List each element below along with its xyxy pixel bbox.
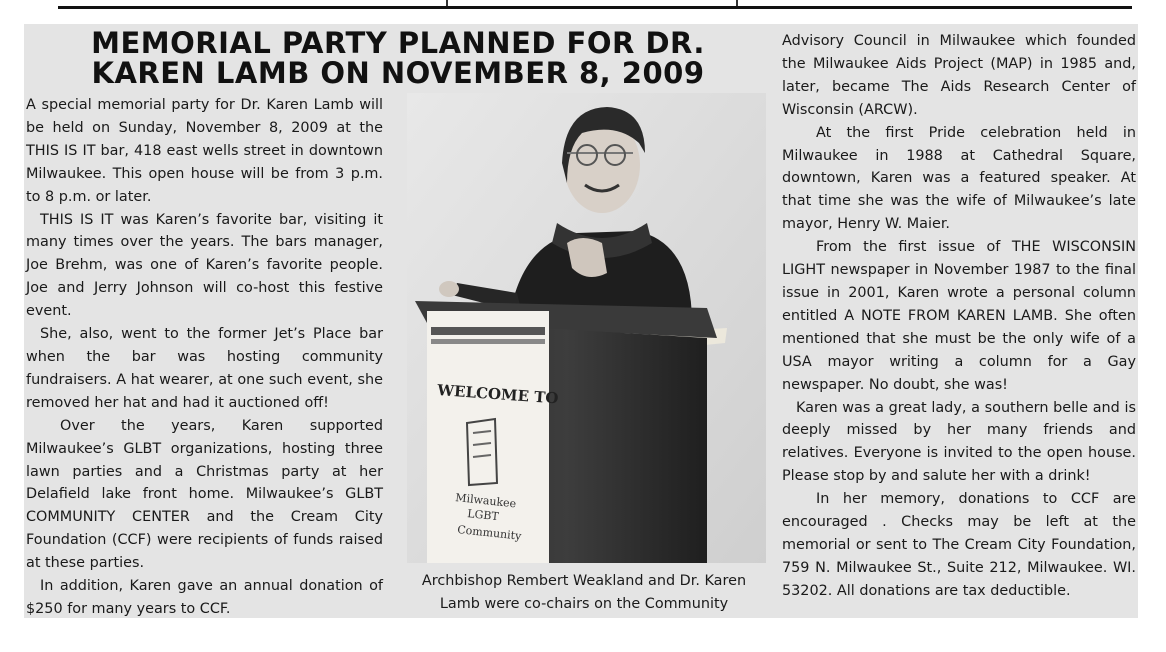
article-headline [28, 28, 768, 88]
paragraph: Karen was a great lady, a southern belle and is deeply missed by her many friends and relatives. Everyone is invited to the open house. Please stop by and salute her with a drink! [782, 399, 1136, 485]
paragraph: A special memorial party for Dr. Karen Lamb will be held on Sunday, November 8, 2009 at the THIS IS IT bar, 418 east wells street in downtown Milwaukee. This open house will be from 3 p.m. to 8 p.m. or later. [26, 97, 383, 205]
sign-text: Milwaukee [454, 491, 517, 511]
paragraph: In her memory, donations to CCF are encouraged . Checks may be left at the memorial or sent to The Cream City Foundation, 759 N. Milwaukee St., Suite 212, Milwaukee. WI. 53202. All donations are tax deductible. [782, 491, 1136, 599]
sign-stripe [431, 339, 545, 344]
sign-text: Community [456, 523, 522, 543]
paragraph: In addition, Karen gave an annual donation of $250 for many years to CCF. [26, 578, 383, 617]
left-column [26, 94, 383, 621]
article-photo [407, 93, 766, 563]
photo-illustration [407, 93, 766, 563]
podium [415, 301, 717, 563]
sign-text: WELCOME TO [436, 381, 560, 408]
paragraph: Advisory Council in Milwaukee which founded the Milwaukee Aids Project (MAP) in 1985 and, later, became The Aids Research Center of Wisconsin (ARCW). [782, 33, 1136, 118]
fold-tick [446, 0, 448, 6]
headline-line-1: MEMORIAL PARTY PLANNED FOR DR. [91, 26, 705, 60]
podium-sign [427, 311, 549, 563]
paragraph: She, also, went to the former Jet’s Place bar when the bar was hosting community fundraisers. A hat wearer, at one such event, she removed her hat and had it auctioned off! [26, 326, 383, 411]
sign-text: LGBT [466, 507, 500, 524]
photo-caption: Archbishop Rembert Weakland and Dr. Karen Lamb were co-chairs on the Community [421, 573, 747, 612]
paragraph: Over the years, Karen supported Milwaukee’s GLBT organizations, hosting three lawn parties and a Christmas party at her Delafield lake front home. Milwaukee’s GLBT COMMUNITY CENTER and the Cream City Foundation (CCF) were recipients of funds raised at these parties. [26, 417, 383, 572]
paragraph: From the first issue of THE WISCONSIN LIGHT newspaper in November 1987 to the final issue in 2001, Karen wrote a personal column entitled A NOTE FROM KAREN LAMB. She often mentioned that she must be the only wife of a USA mayor writing a column for a Gay newspaper. No doubt, she was! [782, 239, 1136, 393]
top-rule [58, 6, 1132, 9]
right-column [782, 30, 1136, 603]
paragraph: THIS IS IT was Karen’s favorite bar, visiting it many times over the years. The bars manager, Joe Brehm, was one of Karen’s favorite people. Joe and Jerry Johnson will co-host this festive event. [26, 211, 383, 320]
sign-stripe [431, 327, 545, 335]
paragraph: At the first Pride celebration held in Milwaukee in 1988 at Cathedral Square, downtown, Karen was a featured speaker. At that time she was the wife of Milwaukee’s late mayor, Henry W. Maier. [782, 124, 1136, 233]
fold-tick [736, 0, 738, 6]
headline-line-2: KAREN LAMB ON NOVEMBER 8, 2009 [91, 56, 705, 90]
